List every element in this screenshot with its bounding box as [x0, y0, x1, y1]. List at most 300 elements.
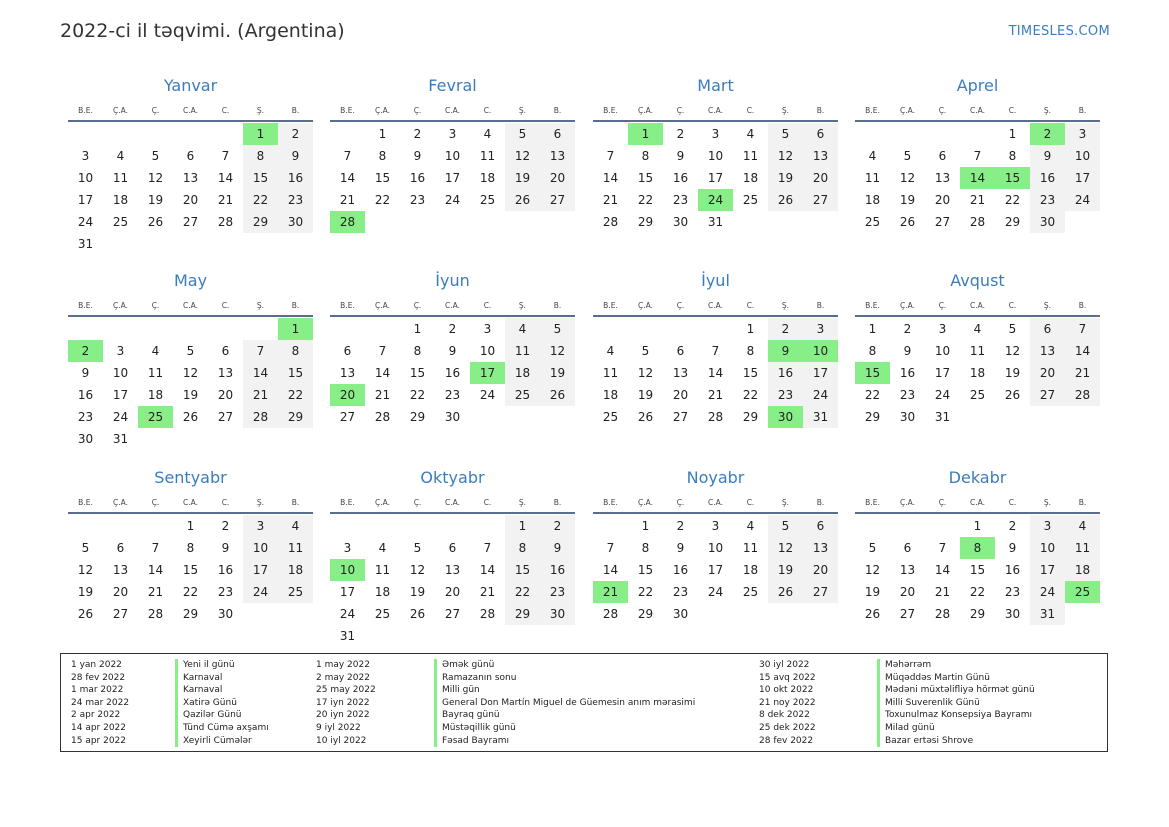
day-cell: 4: [151, 344, 160, 358]
day-grid: [593, 318, 838, 428]
day-cell: 4: [746, 127, 755, 141]
weekday-label: Ç.A.: [637, 497, 653, 507]
day-cell: 9: [413, 149, 422, 163]
day-cell: 19: [768, 167, 803, 189]
day-cell: 2: [278, 123, 313, 145]
day-cell: 28: [934, 607, 951, 621]
day-cell: 10: [707, 149, 724, 163]
day-grid: [330, 515, 575, 647]
weekday-label: B.: [1078, 497, 1087, 507]
month-10: [593, 464, 838, 625]
day-cell: 4: [278, 515, 313, 537]
day-cell: 16: [444, 366, 461, 380]
day-cell: 24: [339, 607, 356, 621]
day-cell: 22: [278, 384, 313, 406]
weekday-label: B.E.: [340, 300, 355, 310]
day-cell: 2: [221, 519, 230, 533]
day-cell: 1: [641, 519, 650, 533]
day-cell: 17: [1065, 167, 1100, 189]
day-cell: 17: [934, 366, 951, 380]
legend-date: 1 mar 2022: [71, 685, 124, 696]
weekday-label: Ç.A.: [112, 105, 128, 115]
day-cell: 15: [969, 563, 986, 577]
day-cell: 25: [505, 384, 540, 406]
day-cell: 30: [77, 432, 94, 446]
day-cell: 21: [1065, 362, 1100, 384]
day-cell: 22: [374, 193, 391, 207]
day-cell: 5: [413, 541, 422, 555]
day-cell: 4: [1065, 515, 1100, 537]
day-cell: 30: [444, 410, 461, 424]
weekday-label: B.E.: [865, 497, 880, 507]
weekday-label: Ç.: [151, 105, 160, 115]
month-name: Noyabr: [686, 468, 745, 487]
day-cell: 16: [409, 171, 426, 185]
day-cell: 23: [409, 193, 426, 207]
day-cell: 14: [374, 366, 391, 380]
month-name: Yanvar: [163, 76, 218, 95]
day-cell: 13: [339, 366, 356, 380]
legend-date: 20 iyn 2022: [316, 710, 370, 721]
weekday-label: C.: [483, 497, 492, 507]
empty-cell: [365, 515, 400, 537]
day-cell: 1: [505, 515, 540, 537]
weekday-label: Ş.: [518, 105, 527, 115]
weekday-label: C.: [1008, 497, 1017, 507]
weekday-label: B.E.: [865, 105, 880, 115]
weekday-label: Ç.: [676, 497, 685, 507]
legend-holiday-name: Milad günü: [877, 722, 1035, 735]
day-cell: 5: [186, 344, 195, 358]
month-4: [68, 267, 313, 450]
month-11: [855, 464, 1100, 625]
day-cell: 20: [899, 585, 916, 599]
day-cell: 21: [147, 585, 164, 599]
day-cell: 14: [707, 366, 724, 380]
weekday-label: B.: [291, 497, 300, 507]
day-cell: 18: [742, 563, 759, 577]
weekday-label: Ç.: [676, 105, 685, 115]
weekday-label: C.: [746, 105, 755, 115]
holiday-day-cell: 8: [960, 537, 995, 559]
day-cell: 24: [934, 388, 951, 402]
day-cell: 28: [602, 607, 619, 621]
day-cell: 26: [505, 189, 540, 211]
weekday-label: B.E.: [78, 300, 93, 310]
empty-cell: [173, 318, 208, 340]
day-cell: 14: [147, 563, 164, 577]
day-cell: 6: [448, 541, 457, 555]
day-cell: 28: [602, 215, 619, 229]
day-cell: 20: [112, 585, 129, 599]
holiday-day-cell: 9: [768, 340, 803, 362]
day-cell: 18: [374, 585, 391, 599]
day-cell: 12: [147, 171, 164, 185]
day-cell: 18: [479, 171, 496, 185]
legend-date: 10 iyl 2022: [316, 735, 367, 746]
legend-date: 9 iyl 2022: [316, 722, 361, 733]
day-cell: 16: [1004, 563, 1021, 577]
day-cell: 21: [969, 193, 986, 207]
weekday-label: B.: [1078, 105, 1087, 115]
day-cell: 29: [243, 211, 278, 233]
day-cell: 8: [243, 145, 278, 167]
legend-holiday-name: Karnaval: [175, 672, 269, 685]
day-cell: 7: [1065, 318, 1100, 340]
day-cell: 22: [505, 581, 540, 603]
day-cell: 13: [672, 366, 689, 380]
day-cell: 22: [742, 388, 759, 402]
brand-link[interactable]: TIMESLES.COM: [1008, 24, 1110, 39]
day-cell: 6: [903, 541, 912, 555]
day-cell: 23: [1030, 189, 1065, 211]
empty-cell: [68, 123, 103, 145]
holiday-day-cell: 25: [138, 406, 173, 428]
day-cell: 24: [77, 215, 94, 229]
legend-holiday-name: Mədəni müxtəlifliyə hörmət günü: [877, 684, 1035, 697]
day-cell: 12: [77, 563, 94, 577]
day-cell: 5: [641, 344, 650, 358]
day-grid: [593, 515, 838, 625]
legend-date-column: [316, 659, 376, 747]
day-cell: 8: [413, 344, 422, 358]
day-cell: 11: [742, 149, 759, 163]
day-cell: 7: [973, 149, 982, 163]
day-cell: 30: [1004, 607, 1021, 621]
weekday-label: C.: [1008, 105, 1017, 115]
legend-date: 15 avq 2022: [759, 672, 816, 683]
legend-date-column: [759, 659, 816, 747]
holiday-day-cell: 17: [470, 362, 505, 384]
legend-holiday-name: Xatirə Günü: [175, 697, 269, 710]
empty-cell: [593, 318, 628, 340]
day-cell: 7: [151, 541, 160, 555]
legend-holiday-name: Qazilər Günü: [175, 709, 269, 722]
empty-cell: [593, 123, 628, 145]
day-grid: [593, 123, 838, 233]
legend-holiday-name: Məhərrəm: [877, 659, 1035, 672]
day-cell: 27: [444, 607, 461, 621]
weekday-label: C.A.: [969, 300, 985, 310]
weekday-label: Ş.: [781, 300, 790, 310]
weekday-label: Ş.: [518, 497, 527, 507]
day-cell: 23: [444, 388, 461, 402]
day-cell: 22: [182, 585, 199, 599]
day-cell: 16: [1030, 167, 1065, 189]
day-cell: 17: [803, 362, 838, 384]
month-5: [330, 267, 575, 428]
day-cell: 23: [1004, 585, 1021, 599]
day-cell: 2: [413, 127, 422, 141]
day-cell: 2: [768, 318, 803, 340]
day-cell: 3: [116, 344, 125, 358]
day-cell: 20: [540, 167, 575, 189]
month-name: İyun: [435, 271, 470, 290]
day-cell: 27: [899, 607, 916, 621]
day-cell: 6: [186, 149, 195, 163]
legend-holiday-name: Müqəddəs Martin Günü: [877, 672, 1035, 685]
weekday-label: Ç.A.: [374, 300, 390, 310]
day-cell: 20: [182, 193, 199, 207]
day-cell: 12: [899, 171, 916, 185]
day-cell: 19: [182, 388, 199, 402]
weekday-label: Ş.: [1043, 105, 1052, 115]
holiday-day-cell: 20: [330, 384, 365, 406]
day-cell: 24: [1030, 581, 1065, 603]
day-cell: 26: [182, 410, 199, 424]
day-cell: 2: [448, 322, 457, 336]
day-cell: 2: [540, 515, 575, 537]
legend-name-column: [877, 659, 1035, 747]
day-cell: 29: [637, 215, 654, 229]
day-cell: 11: [1065, 537, 1100, 559]
day-cell: 25: [479, 193, 496, 207]
day-cell: 1: [1008, 127, 1017, 141]
holiday-day-cell: 1: [278, 318, 313, 340]
day-cell: 28: [243, 406, 278, 428]
day-cell: 17: [112, 388, 129, 402]
weekday-label: Ş.: [256, 497, 265, 507]
day-cell: 16: [672, 171, 689, 185]
holiday-day-cell: 1: [243, 123, 278, 145]
day-cell: 28: [147, 607, 164, 621]
day-cell: 20: [672, 388, 689, 402]
day-cell: 15: [374, 171, 391, 185]
page-title: 2022-ci il təqvimi. (Argentina): [60, 20, 345, 42]
day-cell: 13: [934, 171, 951, 185]
month-9: [330, 464, 575, 647]
day-cell: 27: [1030, 384, 1065, 406]
day-cell: 10: [444, 149, 461, 163]
day-cell: 20: [444, 585, 461, 599]
weekday-label: Ç.: [938, 300, 947, 310]
day-cell: 24: [243, 581, 278, 603]
day-cell: 27: [339, 410, 356, 424]
day-cell: 3: [711, 519, 720, 533]
day-cell: 8: [186, 541, 195, 555]
day-cell: 24: [803, 384, 838, 406]
legend-date: 28 fev 2022: [71, 672, 126, 683]
day-cell: 29: [409, 410, 426, 424]
empty-cell: [855, 123, 890, 145]
legend-name-column: [434, 659, 695, 747]
day-cell: 17: [707, 563, 724, 577]
day-cell: 1: [186, 519, 195, 533]
holiday-day-cell: 2: [1030, 123, 1065, 145]
day-cell: 18: [969, 366, 986, 380]
day-cell: 30: [217, 607, 234, 621]
day-cell: 5: [151, 149, 160, 163]
holiday-day-cell: 10: [330, 559, 365, 581]
month-name: Mart: [697, 76, 734, 95]
day-cell: 28: [707, 410, 724, 424]
empty-cell: [103, 318, 138, 340]
day-cell: 20: [1030, 362, 1065, 384]
weekday-label: B.: [553, 105, 562, 115]
legend-holiday-name: Milli Suverenlik Günü: [877, 697, 1035, 710]
weekday-label: Ç.A.: [112, 497, 128, 507]
day-cell: 5: [505, 123, 540, 145]
day-cell: 3: [81, 149, 90, 163]
legend-holiday-name: Bazar ertəsi Shrove: [877, 735, 1035, 748]
day-cell: 21: [217, 193, 234, 207]
weekday-label: Ş.: [256, 300, 265, 310]
day-cell: 13: [444, 563, 461, 577]
weekday-header: [855, 295, 1100, 317]
day-cell: 30: [672, 607, 689, 621]
weekday-header: [68, 295, 313, 317]
day-cell: 15: [505, 559, 540, 581]
holiday-day-cell: 15: [855, 362, 890, 384]
day-cell: 9: [1008, 541, 1017, 555]
day-cell: 16: [217, 563, 234, 577]
weekday-label: C.: [483, 300, 492, 310]
day-cell: 22: [409, 388, 426, 402]
day-grid: [855, 515, 1100, 625]
day-cell: 26: [637, 410, 654, 424]
empty-cell: [925, 123, 960, 145]
day-cell: 20: [934, 193, 951, 207]
day-cell: 14: [339, 171, 356, 185]
day-cell: 12: [409, 563, 426, 577]
weekday-label: C.A.: [969, 105, 985, 115]
day-cell: 8: [641, 149, 650, 163]
day-cell: 29: [864, 410, 881, 424]
weekday-label: Ç.A.: [899, 300, 915, 310]
day-cell: 7: [243, 340, 278, 362]
day-cell: 1: [973, 519, 982, 533]
empty-cell: [138, 515, 173, 537]
day-cell: 22: [637, 193, 654, 207]
legend-date: 30 iyl 2022: [759, 660, 810, 670]
day-cell: 8: [746, 344, 755, 358]
weekday-header: [68, 100, 313, 122]
month-1: [330, 72, 575, 233]
day-cell: 15: [637, 171, 654, 185]
day-cell: 25: [602, 410, 619, 424]
holiday-day-cell: 14: [960, 167, 995, 189]
day-cell: 29: [278, 406, 313, 428]
legend-holiday-name: Toxunulmaz Konsepsiya Bayramı: [877, 709, 1035, 722]
weekday-label: Ş.: [781, 105, 790, 115]
day-cell: 4: [116, 149, 125, 163]
legend-holiday-name: Fəsad Bayramı: [434, 735, 695, 748]
day-cell: 7: [343, 149, 352, 163]
day-cell: 4: [378, 541, 387, 555]
day-cell: 17: [339, 585, 356, 599]
day-cell: 21: [934, 585, 951, 599]
weekday-label: Ş.: [256, 105, 265, 115]
weekday-header: [330, 100, 575, 122]
weekday-label: Ç.: [938, 105, 947, 115]
day-cell: 8: [1008, 149, 1017, 163]
day-cell: 31: [803, 406, 838, 428]
empty-cell: [68, 515, 103, 537]
day-cell: 11: [602, 366, 619, 380]
day-cell: 12: [182, 366, 199, 380]
weekday-label: Ç.: [413, 300, 422, 310]
weekday-label: C.A.: [444, 105, 460, 115]
day-cell: 11: [864, 171, 881, 185]
day-cell: 1: [746, 322, 755, 336]
day-cell: 5: [868, 541, 877, 555]
day-cell: 8: [278, 340, 313, 362]
day-cell: 7: [606, 149, 615, 163]
day-cell: 25: [278, 581, 313, 603]
weekday-label: C.A.: [444, 300, 460, 310]
empty-cell: [103, 123, 138, 145]
weekday-label: B.: [291, 105, 300, 115]
empty-cell: [330, 318, 365, 340]
empty-cell: [330, 123, 365, 145]
day-cell: 27: [934, 215, 951, 229]
weekday-header: [593, 295, 838, 317]
month-name: Dekabr: [948, 468, 1007, 487]
day-cell: 22: [969, 585, 986, 599]
day-cell: 6: [938, 149, 947, 163]
weekday-header: [855, 100, 1100, 122]
day-cell: 26: [77, 607, 94, 621]
day-cell: 9: [81, 366, 90, 380]
day-cell: 29: [182, 607, 199, 621]
day-cell: 4: [483, 127, 492, 141]
day-cell: 9: [221, 541, 230, 555]
day-cell: 3: [1030, 515, 1065, 537]
day-cell: 3: [803, 318, 838, 340]
day-cell: 11: [112, 171, 129, 185]
day-cell: 25: [742, 193, 759, 207]
weekday-header: [855, 492, 1100, 514]
day-grid: [330, 123, 575, 233]
empty-cell: [208, 318, 243, 340]
day-cell: 13: [182, 171, 199, 185]
legend-date: 1 yan 2022: [71, 660, 122, 670]
day-cell: 3: [711, 127, 720, 141]
weekday-label: Ş.: [518, 300, 527, 310]
day-cell: 10: [112, 366, 129, 380]
weekday-label: B.E.: [603, 497, 618, 507]
day-cell: 12: [864, 563, 881, 577]
day-cell: 18: [602, 388, 619, 402]
day-cell: 16: [899, 366, 916, 380]
day-cell: 10: [479, 344, 496, 358]
day-cell: 24: [1065, 189, 1100, 211]
legend-date: 25 dek 2022: [759, 722, 816, 733]
weekday-label: C.A.: [182, 105, 198, 115]
day-cell: 11: [505, 340, 540, 362]
weekday-label: C.: [1008, 300, 1017, 310]
day-cell: 19: [147, 193, 164, 207]
day-cell: 21: [707, 388, 724, 402]
day-cell: 13: [540, 145, 575, 167]
day-cell: 24: [479, 388, 496, 402]
day-cell: 13: [803, 537, 838, 559]
day-cell: 3: [938, 322, 947, 336]
empty-cell: [400, 515, 435, 537]
legend-holiday-name: Müstəqillik günü: [434, 722, 695, 735]
day-cell: 5: [1008, 322, 1017, 336]
day-cell: 24: [112, 410, 129, 424]
legend-holiday-name: Yeni il günü: [175, 659, 269, 672]
day-cell: 26: [1004, 388, 1021, 402]
day-cell: 14: [602, 171, 619, 185]
month-6: [593, 267, 838, 428]
weekday-label: Ç.A.: [637, 105, 653, 115]
day-cell: 23: [217, 585, 234, 599]
day-cell: 30: [672, 215, 689, 229]
month-7: [855, 267, 1100, 428]
weekday-label: Ş.: [781, 497, 790, 507]
